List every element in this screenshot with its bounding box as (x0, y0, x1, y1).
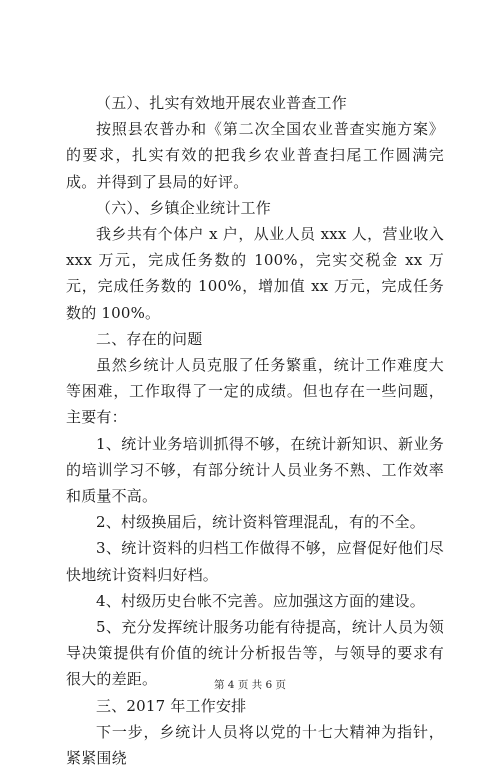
paragraph-problems-intro: 虽然乡统计人员克服了任务繁重，统计工作难度大等困难，工作取得了一定的成绩。但也存在一些问题，主要有： (66, 356, 444, 427)
page-footer: 第 4 页 共 6 页 (213, 679, 287, 691)
list-item-problem-3: 3、统计资料的归档工作做得不够，应督促好他们尽快地统计资料归好档。 (66, 539, 444, 584)
list-item-problem-5: 5、充分发挥统计服务功能有待提高，统计人员为领导决策提供有价值的统计分析报告等，与领导的要求有很大的差距。 (66, 618, 444, 689)
section-heading-five: （五）、扎实有效地开展农业普查工作 (96, 94, 347, 112)
paragraph-enterprise-stats: 我乡共有个体户 x 户，从业人员 xxx 人，营业收入 xxx 万元，完成任务数的 100%，完实交税金 xx 万元，完成任务数的 100%，增加值 xx 万元，完成任务数的 100%。 (66, 225, 444, 322)
list-item-problem-4: 4、村级历史台帐不完善。应加强这方面的建设。 (96, 591, 425, 610)
document-body (66, 90, 444, 771)
paragraph-census-work: 按照县农普办和《第二次全国农业普查实施方案》的要求，扎实有效的把我乡农业普查扫尾工作圆满完成。并得到了县局的好评。 (66, 120, 444, 191)
section-heading-six: （六）、乡镇企业统计工作 (96, 198, 271, 217)
section-heading-problems: 二、存在的问题 (96, 329, 203, 348)
section-heading-plan: 三、2017 年工作安排 (96, 696, 247, 715)
list-item-problem-2: 2、村级换届后，统计资料管理混乱，有的不全。 (96, 513, 425, 532)
list-item-problem-1: 1、统计业务培训抓得不够，在统计新知识、新业务的培训学习不够，有部分统计人员业务不熟、工作效率和质量不高。 (66, 434, 444, 506)
paragraph-next-steps: 下一步，乡统计人员将以党的十七大精神为指针，紧紧围绕 (66, 722, 444, 768)
